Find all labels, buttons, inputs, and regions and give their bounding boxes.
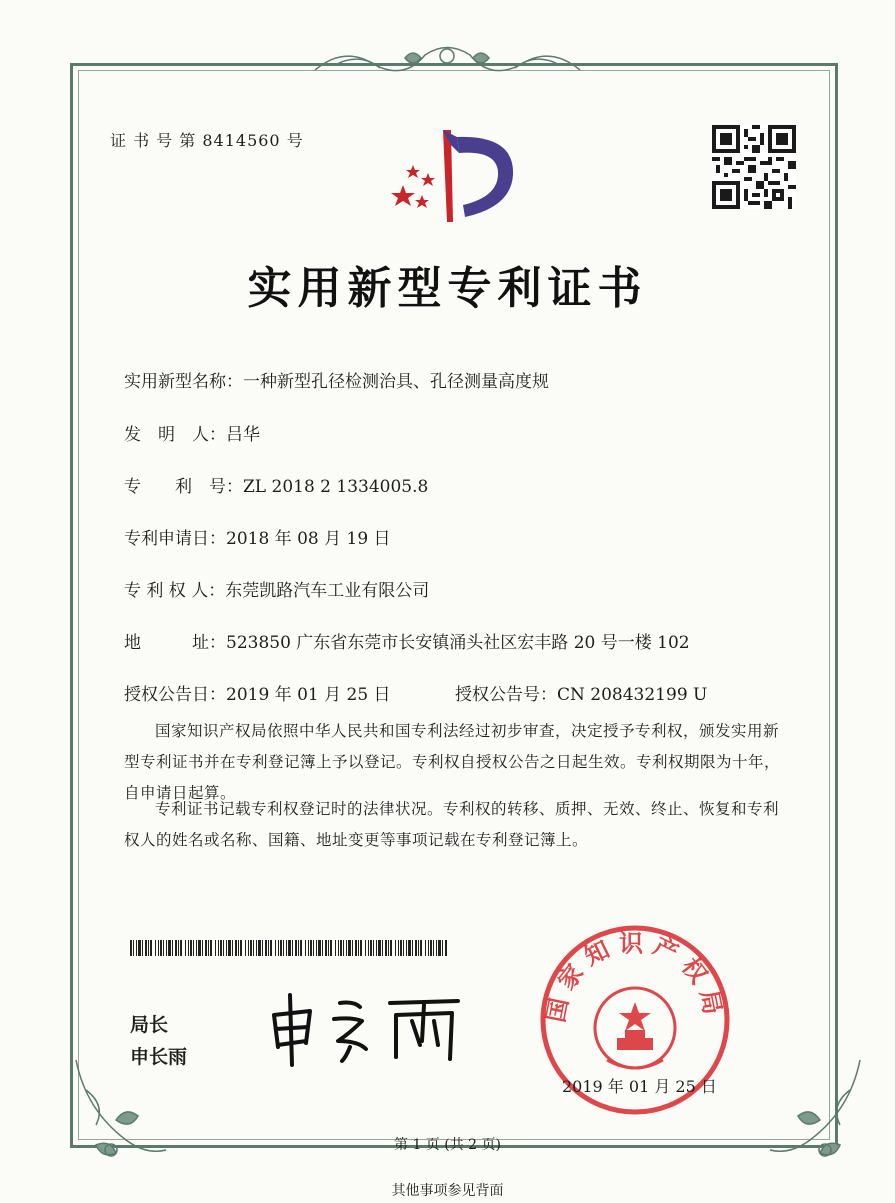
grant-date-row xyxy=(124,680,391,705)
director-signature xyxy=(262,985,462,1070)
certificate-number: 证 书 号 第 8414560 号 xyxy=(110,131,304,150)
grant-number: CN 208432199 U xyxy=(557,685,708,705)
svg-text:国家知识产权局: 国家知识产权局 xyxy=(541,929,729,1025)
patent-number: ZL 2018 2 1334005.8 xyxy=(243,477,429,497)
director-name: 申长雨 xyxy=(130,1046,188,1068)
qr-code-icon xyxy=(712,125,796,209)
patentee-row xyxy=(124,576,429,601)
patentee-name: 东莞凯路汽车工业有限公司 xyxy=(225,581,430,601)
grant-number-row xyxy=(455,680,707,705)
inventor-row xyxy=(124,420,260,445)
field-label: 专利申请日： xyxy=(124,529,226,549)
barcode-icon xyxy=(130,940,450,956)
field-label: 专 利 权 人： xyxy=(124,581,226,601)
floral-ornament-icon xyxy=(305,40,590,80)
field-label: 授权公告日： xyxy=(124,685,226,705)
footer-note: 其他事项参见背面 xyxy=(391,1183,504,1199)
address: 523850 广东省东莞市长安镇涌头社区宏丰路 20 号一楼 102 xyxy=(226,633,690,653)
address-row xyxy=(124,628,690,653)
field-label: 授权公告号： xyxy=(455,685,557,705)
seal-date: 2019 年 01 月 25 日 xyxy=(562,1077,717,1096)
utility-model-name-row xyxy=(124,367,549,392)
body-paragraph: 专利证书记载专利权登记时的法律状况。专利权的转移、质押、无效、终止、恢复和专利权人的姓名或名称、国籍、地址变更等事项记载在专利登记簿上。 xyxy=(124,800,780,849)
field-label: 专 利 号： xyxy=(124,477,243,497)
certificate-title: 实用新型专利证书 xyxy=(247,263,648,314)
utility-model-name: 一种新型孔径检测治具、孔径测量高度规 xyxy=(243,372,549,392)
patent-number-row xyxy=(124,472,428,497)
field-label: 发 明 人： xyxy=(124,425,226,445)
inventor-name: 吕华 xyxy=(226,425,260,445)
body-paragraph: 国家知识产权局依照中华人民共和国专利法经过初步审查，决定授予专利权，颁发实用新型专利证书并在专利登记簿上予以登记。专利权自授权公告之日起生效。专利权期限为十年，自申请日起算。 xyxy=(124,722,781,802)
filing-date: 2018 年 08 月 19 日 xyxy=(226,529,391,549)
page-number: 第 1 页 (共 2 页) xyxy=(394,1137,501,1153)
grant-date: 2019 年 01 月 25 日 xyxy=(226,685,391,705)
patent-office-emblem-icon xyxy=(385,125,520,225)
field-label: 地 址： xyxy=(124,633,226,653)
director-title: 局长 xyxy=(130,1014,169,1036)
filing-date-row xyxy=(124,524,391,549)
field-label: 实用新型名称： xyxy=(124,372,243,392)
